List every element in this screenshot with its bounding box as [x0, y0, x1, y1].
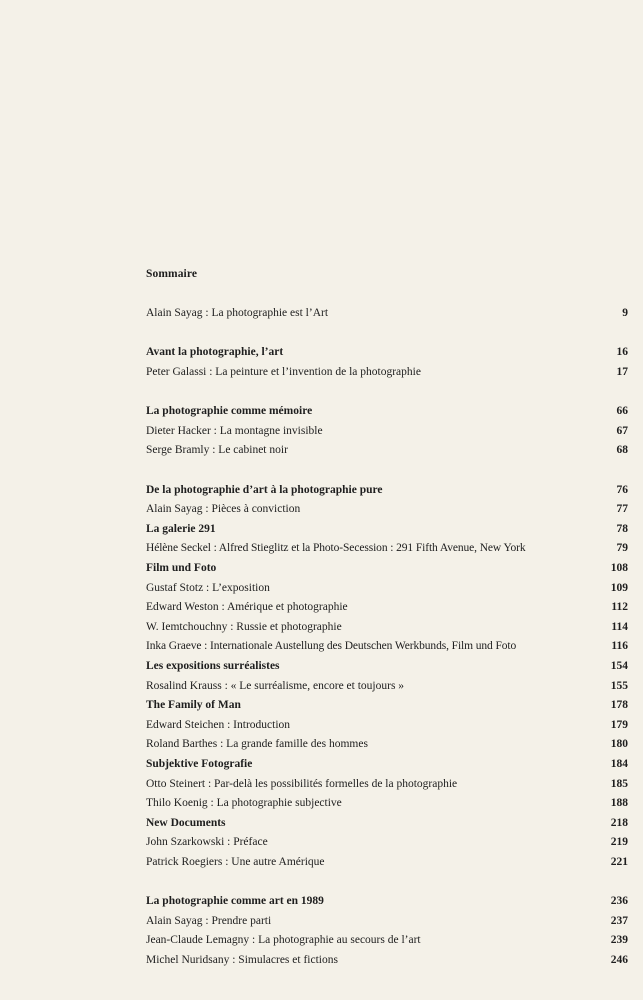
toc-entry-page: 155 — [610, 680, 628, 692]
toc-section-label: The Family of Man — [146, 699, 241, 711]
toc-entry-page: 221 — [610, 856, 628, 868]
toc-entry — [146, 425, 628, 441]
toc-entry-page: 188 — [610, 797, 628, 809]
toc-section-label: Avant la photographie, l’art — [146, 346, 284, 358]
toc-section-heading — [146, 817, 628, 833]
toc-entry — [146, 954, 628, 970]
toc-entry — [146, 856, 628, 872]
toc-entry-label: Otto Steinert : Par-delà les possibilités formelles de la photographie — [146, 778, 458, 790]
toc-entry-page: 239 — [610, 934, 628, 946]
toc-section-heading — [146, 660, 628, 676]
toc-entry-page: 108 — [610, 562, 628, 574]
toc-entry-label: Patrick Roegiers : Une autre Amérique — [146, 856, 325, 868]
toc-entry — [146, 738, 628, 754]
toc-section-heading — [146, 758, 628, 774]
toc-section-label: De la photographie d’art à la photographie pure — [146, 484, 383, 496]
toc-entry-page: 67 — [616, 425, 628, 437]
toc-section-heading — [146, 523, 628, 539]
toc-entry-label: Dieter Hacker : La montagne invisible — [146, 425, 323, 437]
toc-entry — [146, 444, 628, 460]
toc-section-label: Subjektive Fotografie — [146, 758, 253, 770]
toc-entry-page: 179 — [610, 719, 628, 731]
toc-entry-label: Alain Sayag : Prendre parti — [146, 915, 272, 927]
toc-entry-label: Gustaf Stotz : L’exposition — [146, 582, 270, 594]
toc-entry — [146, 915, 628, 931]
toc-entry-label: Serge Bramly : Le cabinet noir — [146, 444, 288, 456]
toc-entry-page: 78 — [616, 523, 628, 535]
toc-entry-page: 9 — [622, 307, 628, 319]
toc-entry-page: 77 — [616, 503, 628, 515]
toc-entry-label: Alain Sayag : Pièces à conviction — [146, 503, 301, 515]
toc-entry-label: W. Iemtchouchny : Russie et photographie — [146, 621, 342, 633]
toc-section-heading — [146, 895, 628, 911]
toc-entry-page: 116 — [611, 640, 628, 652]
toc-entry-label: Roland Barthes : La grande famille des hommes — [146, 738, 368, 750]
toc-section-label: Les expositions surréalistes — [146, 660, 280, 672]
toc-entry-page: 79 — [616, 542, 628, 554]
toc-entry — [146, 503, 628, 519]
toc-entry-page: 218 — [610, 817, 628, 829]
toc-entry — [146, 621, 628, 637]
toc-entry — [146, 797, 628, 813]
toc-entry — [146, 307, 628, 323]
toc-entry-label: Edward Weston : Amérique et photographie — [146, 601, 348, 613]
toc-entry-label: Edward Steichen : Introduction — [146, 719, 291, 731]
toc-entry-page: 76 — [616, 484, 628, 496]
toc-section-heading — [146, 405, 628, 421]
toc-section-heading — [146, 699, 628, 715]
toc-entry-page: 109 — [610, 582, 628, 594]
toc-entry-page: 185 — [610, 778, 628, 790]
toc-entry-label: Rosalind Krauss : « Le surréalisme, encore et toujours » — [146, 680, 405, 692]
toc-entry-page: 178 — [610, 699, 628, 711]
toc-entry-page: 114 — [611, 621, 628, 633]
toc-entry-page: 16 — [616, 346, 628, 358]
toc-entry — [146, 719, 628, 735]
toc-entry — [146, 542, 628, 558]
toc-entry — [146, 836, 628, 852]
toc-section-heading — [146, 562, 628, 578]
toc-entry-label: John Szarkowski : Préface — [146, 836, 268, 848]
toc-entry-label: Inka Graeve : Internationale Austellung des Deutschen Werkbunds, Film und Foto — [146, 640, 517, 652]
toc-section-label: La galerie 291 — [146, 523, 216, 535]
toc-entry — [146, 778, 628, 794]
toc-entry-page: 219 — [610, 836, 628, 848]
page-title: Sommaire — [146, 268, 198, 280]
toc-entry — [146, 582, 628, 598]
toc-entry — [146, 366, 628, 382]
toc-entry — [146, 601, 628, 617]
toc-entry-page: 17 — [616, 366, 628, 378]
toc-entry-label: Peter Galassi : La peinture et l’invention de la photographie — [146, 366, 421, 378]
toc-entry-page: 68 — [616, 444, 628, 456]
toc-section-label: La photographie comme mémoire — [146, 405, 313, 417]
toc-entry — [146, 640, 628, 656]
toc-entry-label: Michel Nuridsany : Simulacres et fictions — [146, 954, 338, 966]
toc-entry-page: 246 — [610, 954, 628, 966]
toc-section-heading — [146, 484, 628, 500]
toc-entry-label: Alain Sayag : La photographie est l’Art — [146, 307, 329, 319]
toc-entry-page: 237 — [610, 915, 628, 927]
toc-entry-label: Jean-Claude Lemagny : La photographie au secours de l’art — [146, 934, 421, 946]
toc-entry-label: Thilo Koenig : La photographie subjective — [146, 797, 342, 809]
toc-section-label: New Documents — [146, 817, 226, 829]
toc-entry-label: Hélène Seckel : Alfred Stieglitz et la Photo-Secession : 291 Fifth Avenue, New York — [146, 542, 526, 554]
toc-section-heading — [146, 346, 628, 362]
toc-entry — [146, 934, 628, 950]
toc-entry-page: 154 — [610, 660, 628, 672]
toc-entry-page: 66 — [616, 405, 628, 417]
toc-entry — [146, 680, 628, 696]
toc-section-label: La photographie comme art en 1989 — [146, 895, 324, 907]
toc-entry-page: 180 — [610, 738, 628, 750]
toc-section-label: Film und Foto — [146, 562, 217, 574]
toc-entry-page: 184 — [610, 758, 628, 770]
toc-entry-page: 112 — [611, 601, 628, 613]
toc-entry-page: 236 — [610, 895, 628, 907]
